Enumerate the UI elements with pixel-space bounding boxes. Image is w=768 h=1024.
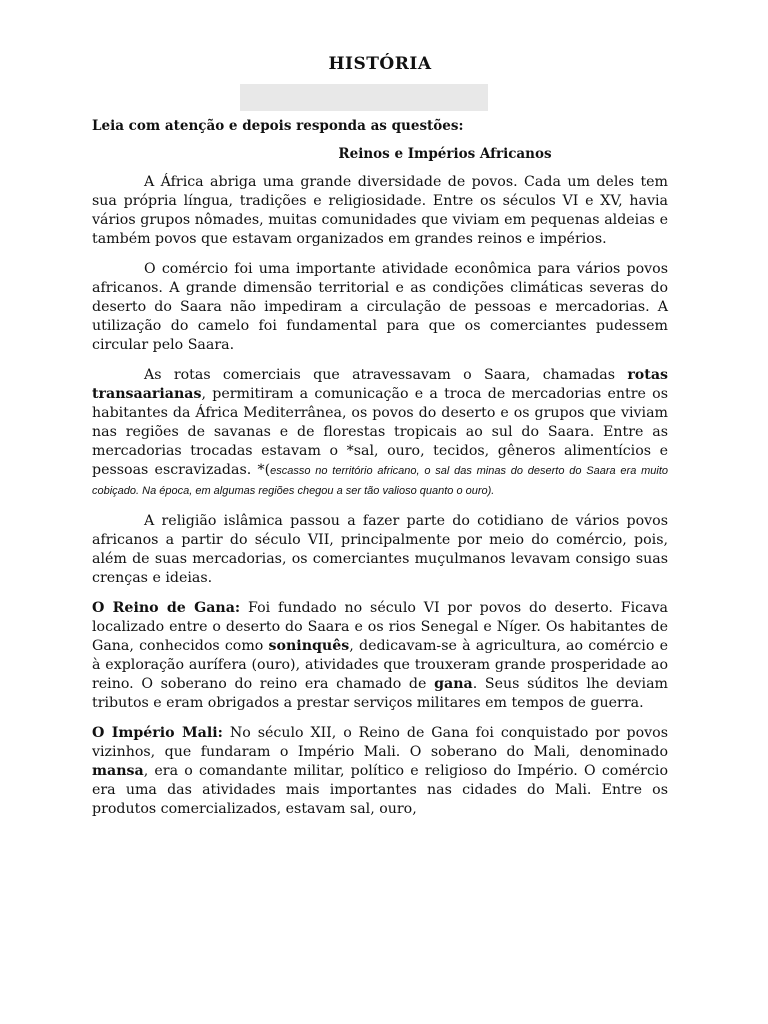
term-soninques: soninquês	[268, 638, 350, 654]
paragraph-4: A religião islâmica passou a fazer parte do cotidiano de vários povos africanos a partir do século VII, principalmente por meio do comércio, pois, além de suas mercadorias, os comerciantes muçulmanos levavam consigo suas crenças e ideias.	[92, 513, 668, 586]
document-page	[92, 52, 668, 817]
name-field-box	[240, 84, 488, 111]
paragraph-2: O comércio foi uma importante atividade econômica para vários povos africanos. A grande dimensão territorial e as condições climáticas severas do deserto do Saara não impediram a circulação de pessoas e mercadorias. A utilização do camelo foi fundamental para que os comerciantes pudessem circular pelo Saara.	[92, 261, 668, 353]
term-gana: gana	[434, 676, 473, 692]
paragraph-gana	[92, 599, 668, 713]
paragraph-3-text-a: As rotas comerciais que atravessavam o Saara, chamadas	[144, 367, 628, 383]
mali-text-a: No século XII, o Reino de Gana foi conquistado por povos vizinhos, que fundaram o Império Mali. O soberano do Mali, denominado	[92, 725, 668, 760]
term-mansa: mansa	[92, 763, 144, 779]
paragraph-3-text-b: , permitiram a comunicação e a troca de mercadorias entre os habitantes da África Mediterrânea, os povos do deserto e os grupos que viviam nas regiões de savanas e de florestas tropicais ao sul do Saara. Entre as mercadorias trocadas estavam o *sal, ouro, tecidos, gêneros alimentícios e pessoas escravizadas. *(	[92, 386, 668, 478]
heading-imperio-mali: O Império Mali:	[92, 725, 223, 741]
gana-text-c: . Seus súditos lhe deviam tributos e eram obrigados a prestar serviços militares em tempos de guerra.	[92, 676, 668, 711]
paragraph-3	[92, 366, 668, 501]
heading-reino-de-gana: O Reino de Gana:	[92, 600, 241, 616]
mali-text-b: , era o comandante militar, político e religioso do Império. O comércio era uma das atividades mais importantes nas cidades do Mali. Entre os produtos comercializados, estavam sal, ouro,	[92, 763, 668, 817]
footnote-sal: escasso no território africano, o sal das minas do deserto do Saara era muito cobiçado. Na época, em algumas regiões chegou a ser tão valioso quanto o ouro).	[92, 465, 668, 497]
paragraph-1: A África abriga uma grande diversidade de povos. Cada um deles tem sua própria língua, tradições e religiosidade. Entre os séculos VI e XV, havia vários grupos nômades, muitas comunidades que viviam em pequenas aldeias e também povos que estavam organizados em grandes reinos e impérios.	[92, 174, 668, 247]
gana-text-a: Foi fundado no século VI por povos do deserto. Ficava localizado entre o deserto do Saara e os rios Senegal e Níger. Os habitantes de Gana, conhecidos como	[92, 600, 668, 654]
section-subtitle: Reinos e Impérios Africanos	[338, 146, 552, 162]
paragraph-mali	[92, 724, 668, 819]
page-title: HISTÓRIA	[328, 54, 432, 74]
gana-text-b: , dedicavam-se à agricultura, ao comércio e à exploração aurífera (ouro), atividades que trouxeram grande prosperidade ao reino. O soberano do reino era chamado de	[92, 638, 668, 692]
term-rotas-transaarianas: rotas transaarianas	[92, 367, 668, 402]
instruction-text: Leia com atenção e depois responda as questões:	[92, 118, 464, 134]
document-body	[92, 173, 668, 830]
